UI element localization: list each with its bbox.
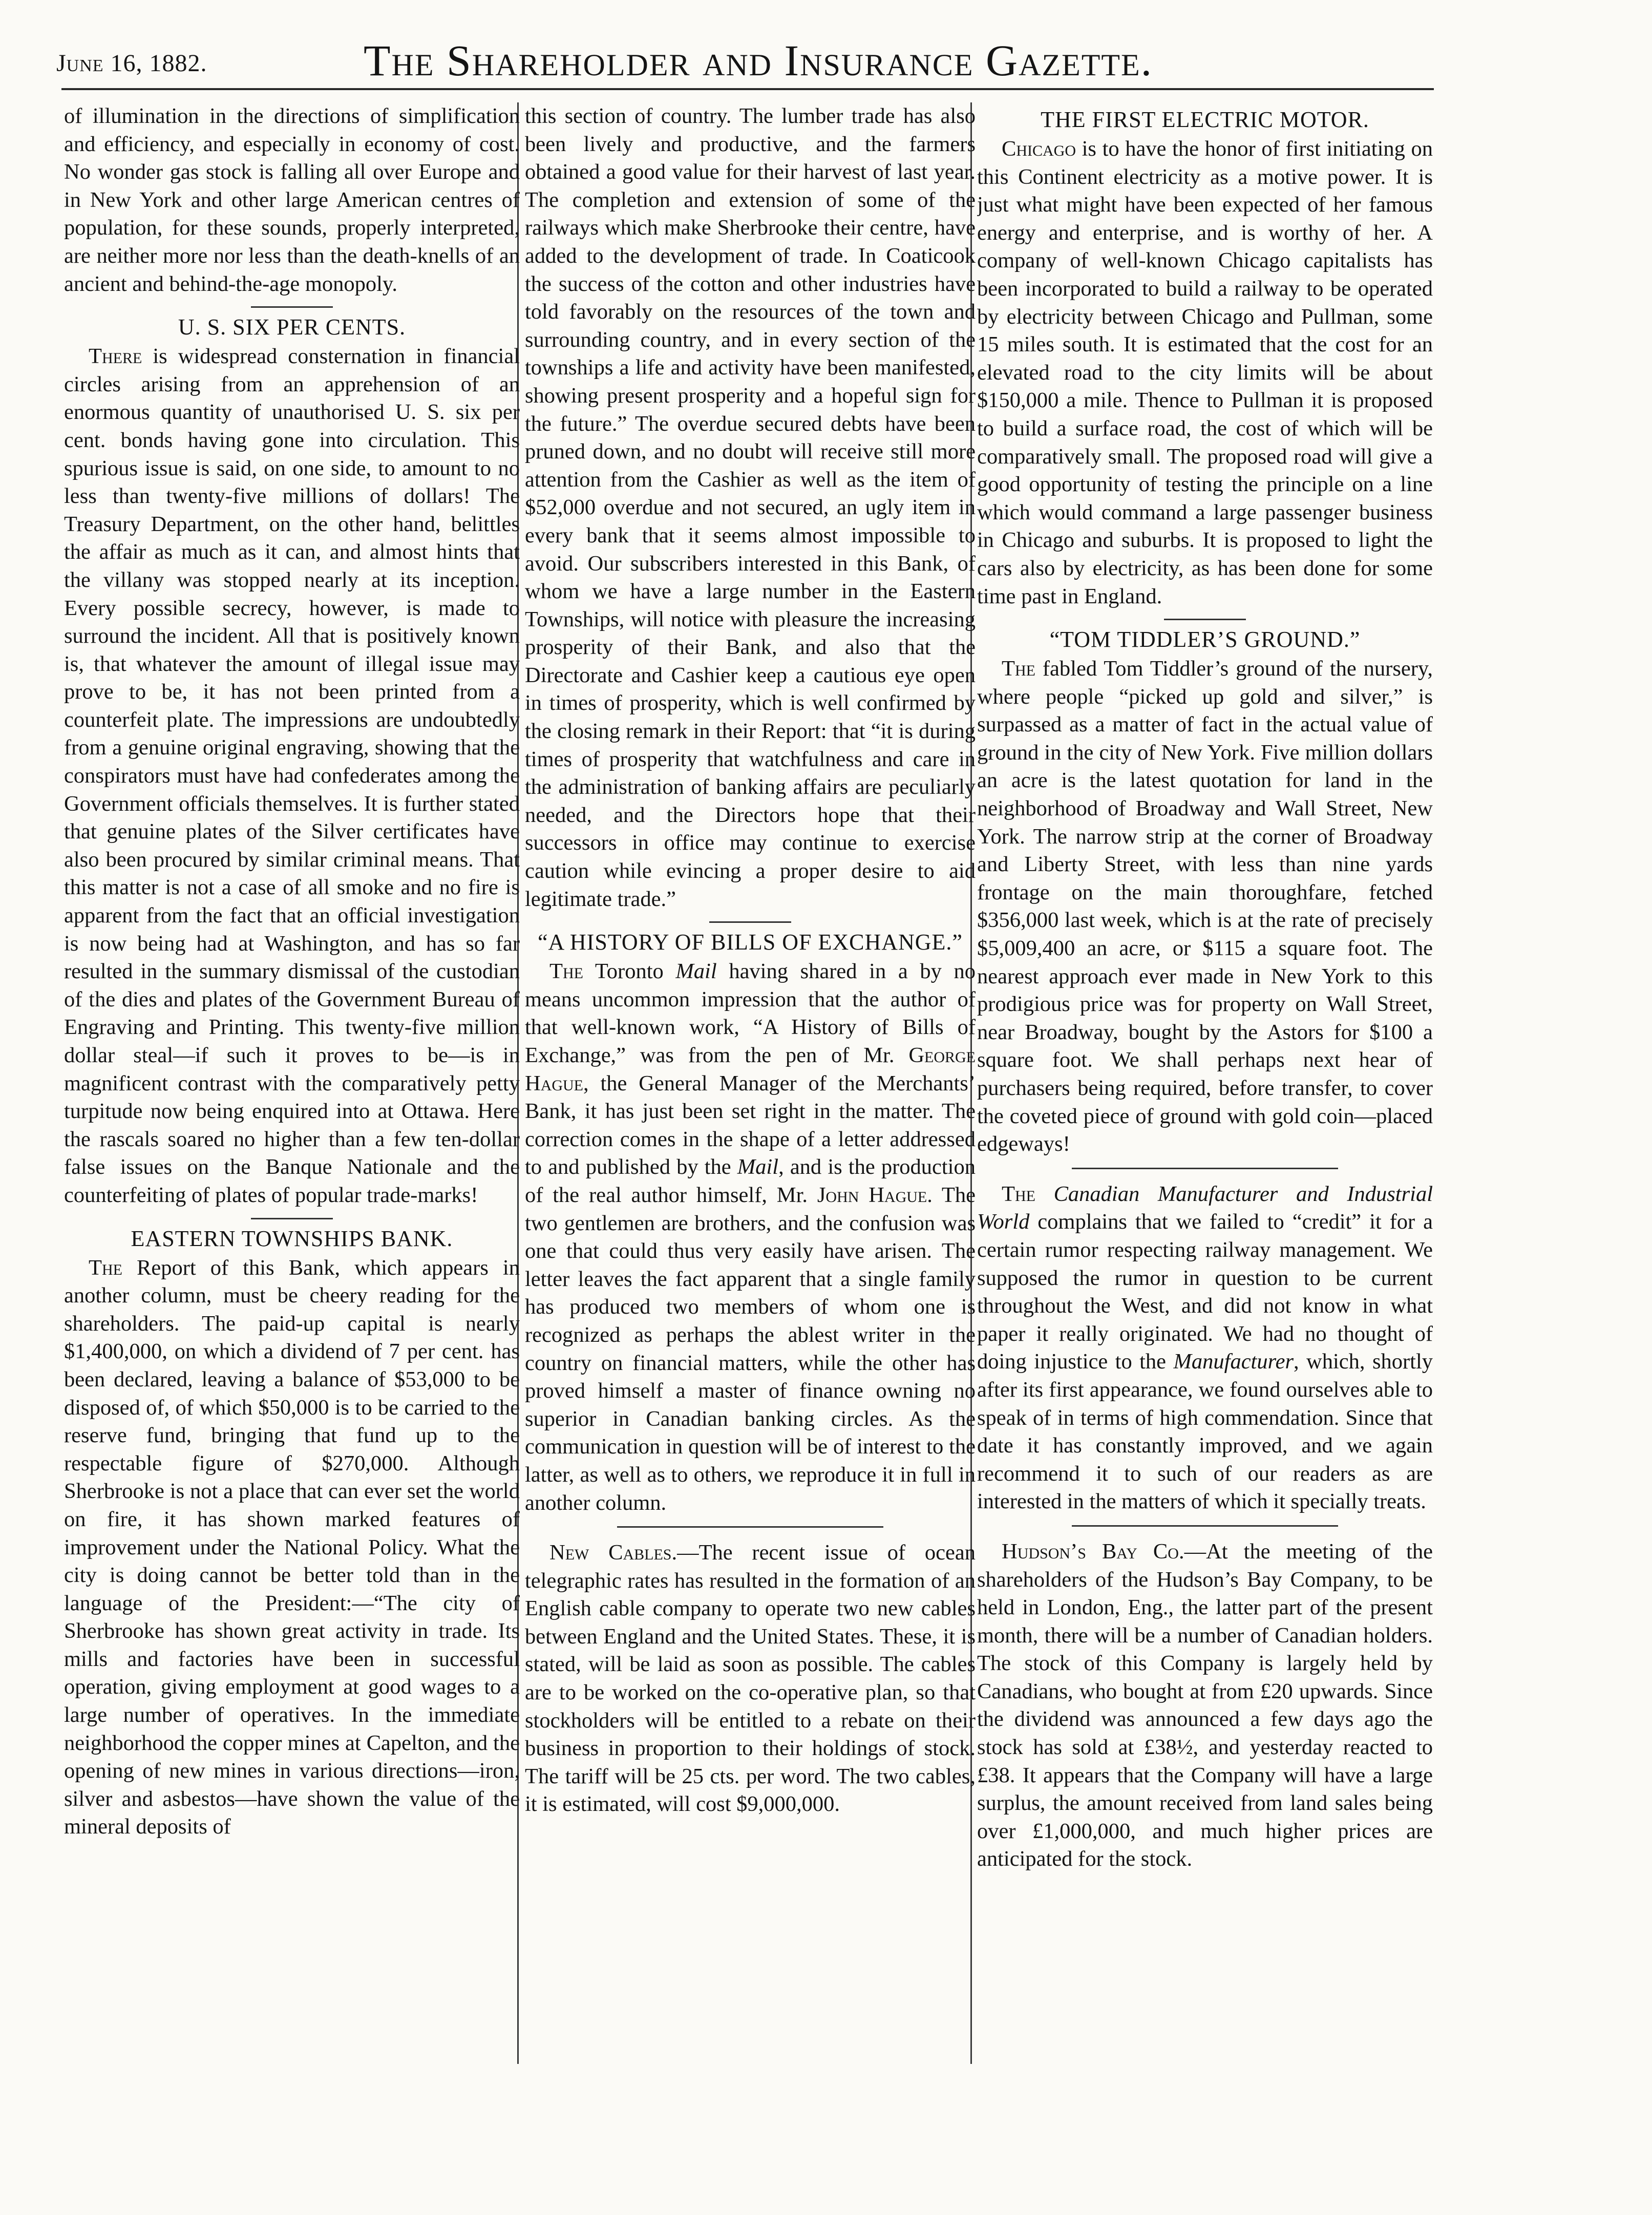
newspaper-name: Mail — [737, 1155, 779, 1179]
article-text: , which, shortly after its first appearance, we found ourselves able to speak of in terms of high commendation. Since that date it has constantly improved, and we again recommend it to such of our readers as are interested in the matters of which it specially treats. — [977, 1349, 1433, 1514]
section-rule — [709, 921, 791, 923]
article-canadian-manufacturer — [977, 1180, 1433, 1516]
person-name: George Hague — [525, 1043, 976, 1095]
article-text: having shared in a by no means uncommon impression that the author of that well-known work, “A History of Bills of Exchange,” was from the pen of Mr. — [525, 959, 976, 1067]
article-text: is widespread consternation in financial circles arising from an apprehension of an enormous quantity of unauthorised U. S. six per cent. bonds having gone into circulation. This spurious issue is said, on one side, to amount to no less than twenty-five millions of dollars! The Treasury Department, on the other hand, belittles the affair as much as it can, and almost hints that the villany was stopped nearly at its inception. Every possible secrecy, however, is made to surround the incident. All that is positively known is, that whatever the amount of illegal issue may prove to be, it has not been printed from a counterfeit plate. The impressions are undoubtedly from a genuine original engraving, showing that the conspirators must have had confederates among the Government officials themselves. It is further stated that genuine plates of the Silver certificates have also been procured by similar criminal means. That this matter is not a case of all smoke and no fire is apparent from the fact that an official investigation is now being had at Washington, and has so far resulted in the summary dismissal of the custodian of the dies and plates of the Government Bureau of Engraving and Printing. This twenty-five million dollar steal—if such it proves to be—is in magnificent contrast with the comparatively petty turpitude now being enquired into at Ottawa. Here the rascals soared no higher than a few ten-dollar false issues on the Banque Nationale and the counterfeiting of plates of popular trade-marks! — [64, 344, 520, 1207]
article-six-per-cents — [64, 343, 520, 1209]
section-rule — [617, 1526, 883, 1528]
article-text: complains that we failed to “credit” it for a certain rumor respecting railway management. We supposed the rumor in question to be current throughout the West, and did not know in what paper it really originated. We had no thought of doing injustice to the — [977, 1210, 1433, 1374]
headline-electric-motor: THE FIRST ELECTRIC MOTOR. — [1041, 107, 1369, 132]
section-rule — [1164, 619, 1246, 620]
article-continuation: this section of country. The lumber trade has also been lively and productive, and the farmers obtained a good value for their harvest of last year. The completion and extension of some of the railways which make Sherbrooke their centre, have added to the development of trade. In Coaticook the success of the cotton and other industries have told favorably on the resources of the town and surrounding country, and in every section of the townships a life and activity have been manifested, showing present prosperity and a hopeful sign for the future.” The overdue secured debts have been pruned down, and no doubt will receive still more attention from the Cashier as well as the item of $52,000 overdue and not secured, an ugly item in every bank that it seems almost impossible to avoid. Our subscribers interested in this Bank, of whom we have a large number in the Eastern Townships, will notice with pleasure the increasing prosperity of their Bank, and also that the Directorate and Cashier keep a cautious eye open in times of prosperity, which is well confirmed by the closing remark in their Report: that “it is during times of prosperity that watchfulness and care in the administration of banking affairs are peculiarly needed, and the Directors hope that their successors in office may continue to exercise caution while evincing a proper desire to aid legitimate trade.” — [525, 104, 976, 911]
article-text: Toronto — [583, 959, 676, 984]
section-rule — [1072, 1168, 1338, 1169]
column-1 — [64, 102, 520, 2141]
publication-name: Canadian Manufacturer and Industrial World — [977, 1182, 1433, 1234]
lead-word: There — [89, 344, 142, 369]
article-text: is to have the honor of first initiating on this Continent electricity as a motive power. It is just what might have been expected of her famous energy and enterprise, and is worthy of her. A company of well-known Chicago capitalists has been incorporated to build a railway to be operated by electricity between Chicago and Pullman, some 15 miles south. It is estimated that the cost for an elevated road to the city limits will be about $150,000 a mile. Thence to Pullman it is proposed to build a surface road, the cost of which will be comparatively small. The proposed road will give a good opportunity of testing the principle on a line which would command a large passenger business in Chicago and suburbs. It is proposed to light the cars also by electricity, as has been done for some time past in England. — [977, 137, 1433, 608]
lead-word: The — [1002, 657, 1035, 681]
section-rule — [251, 306, 333, 308]
article-tom-tiddlers-ground — [977, 655, 1433, 1158]
section-rule — [251, 1218, 333, 1219]
article-text: .—The recent issue of ocean telegraphic rates has resulted in the formation of an English cable company to operate two new cables between England and the United States. These, it is stated, will be laid as soon as possible. The cables are to be worked on the co-operative plan, so that stockholders will be entitled to a rebate on their business in proportion to their holdings of stock. The tariff will be 25 cts. per word. The two cables, it is estimated, will cost $9,000,000. — [525, 1541, 976, 1817]
article-electric-motor — [977, 135, 1433, 610]
lead-word: The — [89, 1255, 122, 1280]
issue-date: June 16, 1882. — [56, 50, 207, 77]
lead-word: The — [1002, 1182, 1035, 1206]
section-rule — [1072, 1525, 1338, 1527]
article-text: . The two gentlemen are brothers, and the confusion was one that could thus very easily have arisen. The letter leaves the fact apparent that a single family has produced two members of whom one is recognized as perhaps the ablest writer in the country on financial matters, while the other has proved himself a master of finance owning no superior in Canadian banking circles. As the communication in question will be of interest to the latter, as well as to others, we reproduce it in full in another column. — [525, 1183, 976, 1515]
publication-name: Manufacturer — [1173, 1349, 1294, 1374]
article-text: —At the meeting of the shareholders of the Hudson’s Bay Company, to be held in London, Eng., the latter part of the present month, there will be a number of Canadian holders. The stock of this Company is largely held by Canadians, who bought at from £20 upwards. Since the dividend was announced a few days ago the stock has sold at £38½, and yesterday reacted to £38. It appears that the Company will have a large surplus, the amount received from land sales being over £1,000,000, and much higher prices are anticipated for the stock. — [977, 1539, 1433, 1871]
lead-word: Chicago — [1002, 137, 1076, 161]
article-text: , the General Manager of the Merchants’ Bank, it has just been set right in the matter. The correction comes in the shape of a letter addressed to and published by the — [525, 1071, 976, 1179]
lead-word: The — [549, 959, 583, 984]
article-new-cables — [525, 1539, 976, 1819]
headline-tom-tiddlers-ground: “TOM TIDDLER’S GROUND.” — [1049, 627, 1361, 652]
article-hudsons-bay — [977, 1538, 1433, 1873]
masthead — [56, 31, 1434, 87]
article-history-of-bills — [525, 958, 976, 1517]
newspaper-name: Mail — [675, 959, 717, 984]
lead-word: New Cables — [549, 1541, 672, 1565]
headline-history-of-bills: “A HISTORY OF BILLS OF EXCHANGE.” — [538, 930, 963, 955]
person-name: John Hague — [817, 1183, 927, 1207]
article-continuation: of illumination in the directions of simplification and efficiency, and especially in economy of cost. No wonder gas stock is falling all over Europe and in New York and other large American centres of population, for these sounds, properly interpreted, are neither more nor less than the death-knells of an ancient and behind-the-age monopoly. — [64, 104, 520, 296]
article-eastern-townships-bank — [64, 1254, 520, 1841]
headline-six-per-cents: U. S. SIX PER CENTS. — [178, 314, 406, 340]
article-text: Report of this Bank, which appears in another column, must be cheery reading for the shareholders. The paid-up capital is nearly $1,400,000, on which a dividend of 7 per cent. has been declared, leaving a balance of $53,000 to be disposed of, of which $50,000 is to be carried to the reserve fund, bringing that fund up to the respectable figure of $270,000. Although Sherbrooke is not a place that can ever set the world on fire, it has shown marked features of improvement under the National Policy. What the city is doing cannot be better told than in the language of the President:—“The city of Sherbrooke has shown great activity in trade. Its mills and factories have been in successful operation, giving employment at good wages to a large number of operatives. In the immediate neighborhood the copper mines at Capelton, and the opening of new mines in various directions—iron, silver and asbestos—have shown the value of the mineral deposits of — [64, 1255, 520, 1839]
article-text: fabled Tom Tiddler’s ground of the nursery, where people “picked up gold and silver,” is surpassed as a matter of fact in the actual value of ground in the city of New York. Five million dollars an acre is the latest quotation for land in the neighborhood of Broadway and Wall Street, New York. The narrow strip at the corner of Broadway and Liberty Street, with less than nine yards frontage on the main thoroughfare, fetched $356,000 last week, which is at the rate of precisely $5,009,400 an acre, or $115 a square foot. The nearest approach ever made in New York to this prodigious price was for property on Wall Street, near Broadway, bought by the Astors for $100 a square foot. We shall perhaps next hear of purchasers being required, before transfer, to cover the coveted piece of ground with gold coin—placed edgeways! — [977, 657, 1433, 1156]
column-3 — [977, 102, 1433, 2141]
headline-eastern-townships-bank: EASTERN TOWNSHIPS BANK. — [131, 1226, 453, 1251]
masthead-rule — [61, 88, 1434, 90]
article-text: , and is the production of the real author himself, Mr. — [525, 1155, 976, 1207]
newspaper-title: The Shareholder and Insurance Gazette. — [364, 36, 1153, 85]
lead-word: Hudson’s Bay Co. — [1002, 1539, 1184, 1564]
column-2 — [525, 102, 976, 2141]
